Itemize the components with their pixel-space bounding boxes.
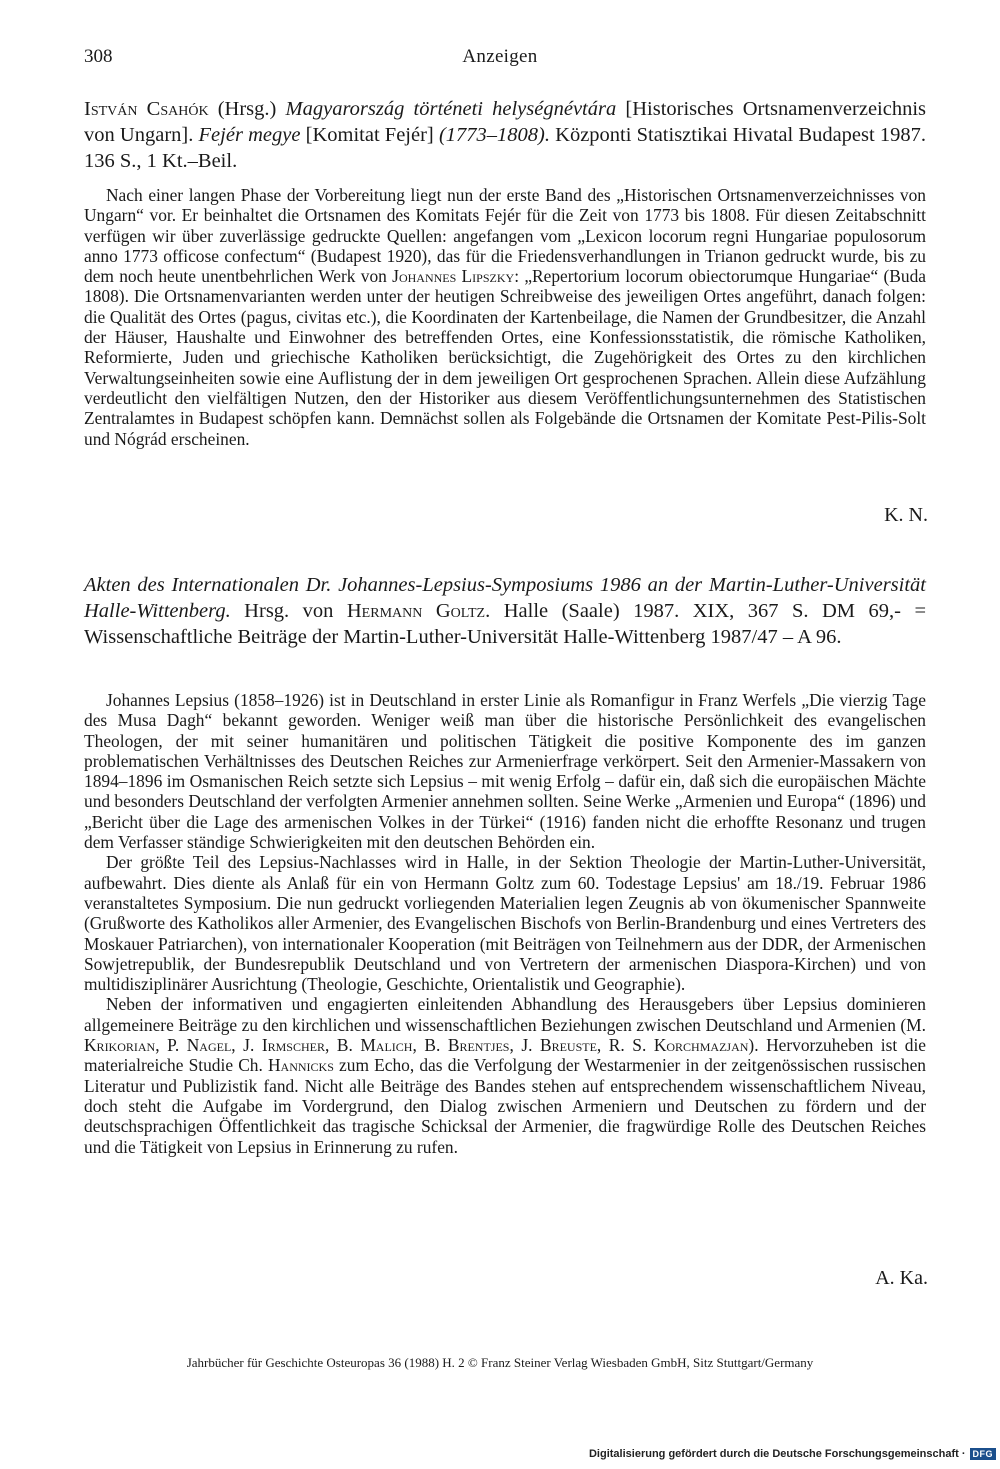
page-number: 308 xyxy=(84,46,113,67)
review2-paragraph-1: Johannes Lepsius (1858–1926) ist in Deutschland in erster Linie als Romanfigur in Franz Werfels „Die vierzig Tage des Musa Dagh“ bekannt geworden. Weniger weiß man über die historische Persönlichkeit des evangelischen Theologen, der mit seiner humanitären und politischen Tätigkeit die positive Komponente des im ganzen problematischen Verhältnisses des Deutschen Reiches zur Armenierfrage verkörpert. Seit den Armenier-Massakern von 1894–1896 im Osmanischen Reich setzte sich Lepsius – mit wenig Erfolg – dafür ein, daß sich die europäischen Mächte und besonders Deutschland der verfolgten Armenier annehmen sollten. Seine Werke „Armenien und Europa“ (1896) und „Bericht über die Lage des armenischen Volkes in der Türkei“ (1916) fanden nicht die erhoffte Resonanz und trugen dem Verfasser ständige Schwierigkeiten mit den deutschen Behörden ein. xyxy=(84,690,926,853)
review1-signature: K. N. xyxy=(884,504,928,526)
review2-body xyxy=(84,690,926,1157)
digitization-note xyxy=(589,1448,996,1460)
running-title: Anzeigen xyxy=(462,46,538,67)
review2-title: Akten des Internationalen Dr. Johannes-Lepsius-Symposiums 1986 an der Martin-Luther-Universität Halle-Wittenberg. xyxy=(84,574,926,622)
review1-publisher: Központi Statisztikai Hivatal Budapest 1987. 136 S., 1 Kt.–Beil. xyxy=(84,124,926,172)
dfg-logo-icon: DFG xyxy=(970,1448,997,1460)
author-name: Malich xyxy=(360,1035,413,1056)
review1-paragraph: Nach einer langen Phase der Vorbereitung liegt nun der erste Band des „Historischen Ortsnamenverzeichnisses von Ungarn“ vor. Er beinhaltet die Ortsnamen des Komitats Fejér für die Zeit von 1773 bis 1808. Für diesen Zeitabschnitt verfügen wir über zuverlässige gedruckte Quellen: angefangen vom „Lexicon locorum regni Hungariae populosorum anno 1773 officose confectum“ (Budapest 1920), das für die Friedensverhandlungen in Trianon gedruckt wurde, bis zu dem noch heute unentbehrlichen Werk von Johannes Lipszky: „Repertorium locorum obiectorumque Hungariae“ (Buda 1808). Die Ortsnamenvarianten werden unter der heutigen Schreibweise des jeweiligen Ortes angeführt, danach folgen: die Qualität des Ortes (pagus, civitas etc.), die Koordinaten der Kartenbeilage, die Namen der Grundbesitzer, die Anzahl der Häuser, Haushalte und Einwohner des betreffenden Ortes, eine Konfessionsstatistik, die römische Katholiken, Reformierte, Juden und griechische Katholiken berücksichtigt, die Zugehörigkeit des Ortes zu den kirchlichen Verwaltungseinheiten sowie eine Auflistung der in dem jeweiligen Ort gesprochenen Sprachen. Allein diese Aufzählung verdeutlicht den vielfältigen Nutzen, den der Historiker aus diesem Veröffentlichungsunternehmen des Statistischen Zentralamtes in Budapest schöpfen kann. Demnächst sollen als Folgebände die Ortsnamen der Komitate Pest-Pilis-Solt und Nógrád erscheinen. xyxy=(84,185,926,449)
review2-paragraph-3: Neben der informativen und engagierten einleitenden Abhandlung des Herausgebers über Lepsius dominieren allgemeinere Beiträge zu den kirchlichen und wissenschaftlichen Beziehungen zwischen Deutschland und Armenien (M. Krikorian, P. Nagel, J. Irmscher, B. Malich, B. Brentjes, J. Breuste, R. S. Korchmazjan). Hervorzuheben ist die materialreiche Studie Ch. Hannicks zum Echo, das die Verfolgung der Westarmenier in der zeitgenössischen russischen Literatur und Publizistik fand. Nicht alle Beiträge des Bandes stehen auf entsprechendem wissenschaftlichem Niveau, doch steht die Aufgabe im Vordergrund, den Dialog zwischen Armeniern und Deutschen zu fördern und der deutschsprachigen Öffentlichkeit das tragische Schicksal der Armenier, die fragwürdige Rolle des Deutschen Reiches und die Tätigkeit von Lepsius in Erinnerung zu rufen. xyxy=(84,994,926,1157)
author-name: Nagel xyxy=(186,1035,232,1056)
review2-editor: Hermann Goltz xyxy=(346,600,486,622)
review2-paragraph-2: Der größte Teil des Lepsius-Nachlasses wird in Halle, in der Sektion Theologie der Martin-Luther-Universität, aufbewahrt. Dies diente als Anlaß für ein von Hermann Goltz zum 60. Todestage Lepsius' am 18./19. Februar 1986 veranstaltetes Symposium. Die nun gedruckt vorliegenden Materialien legen Zeugnis ab von ökumenischer Spannweite (Grußworte des Katholikos aller Armenier, des Evangelischen Bischofs von Berlin-Brandenburg und eines Vertreters des Moskauer Patriarchen), von internationaler Kooperation (mit Beiträgen von Teilnehmern aus der DDR, der Armenischen Sowjetrepublik, der Bundesrepublik Deutschland und von Vertretern der armenischen Diaspora-Kirchen) und von multidisziplinärer Ausrichtung (Theologie, Geschichte, Orientalistik und Geographie). xyxy=(84,852,926,995)
review1-volume-hu: Fejér megye xyxy=(198,124,301,146)
review1-body xyxy=(84,185,926,449)
review2-heading: Akten des Internationalen Dr. Johannes-Lepsius-Symposiums 1986 an der Martin-Luther-Universität Halle-Wittenberg. Hrsg. von Hermann Goltz. Halle (Saale) 1987. XIX, 367 S. DM 69,- = Wissenschaftliche Beiträge der Martin-Luther-Universität Halle-Wittenberg 1987/47 – A 96. xyxy=(84,574,927,648)
review2-signature: A. Ka. xyxy=(875,1267,928,1289)
author-name: Hannicks xyxy=(267,1055,334,1076)
review1-heading: István Csahók (Hrsg.) Magyarország történeti helységnévtára [Historisches Ortsnamenverzeichnis von Ungarn]. Fejér megye [Komitat Fejér] (1773–1808). Központi Statisztikai Hivatal Budapest 1987. 136 S., 1 Kt.–Beil. xyxy=(84,98,927,172)
review1-title-hu: Magyarország történeti helységnévtára xyxy=(285,98,617,120)
digitization-text: Digitalisierung gefördert durch die Deutsche Forschungsgemeinschaft · xyxy=(588,1448,966,1460)
review1-years: (1773–1808). xyxy=(438,124,550,146)
author-name: Irmscher xyxy=(261,1035,325,1056)
review1-editor: István Csahók xyxy=(84,98,209,120)
author-name: Krikorian xyxy=(84,1035,156,1056)
footer-citation: Jahrbücher für Geschichte Osteuropas 36 (1988) H. 2 © Franz Steiner Verlag Wiesbaden GmbH, Sitz Stuttgart/Germany xyxy=(186,1355,814,1370)
author-name: Brentjes xyxy=(447,1035,510,1056)
author-name: Korchmazjan xyxy=(653,1035,749,1056)
author-name: Johannes Lipszky xyxy=(392,266,515,287)
author-name: Breuste xyxy=(539,1035,597,1056)
review2-pubinfo: . Halle (Saale) 1987. XIX, 367 S. DM 69,- = Wissenschaftliche Beiträge der Martin-Luther-Universität Halle-Wittenberg 1987/47 – A 96. xyxy=(84,600,927,648)
